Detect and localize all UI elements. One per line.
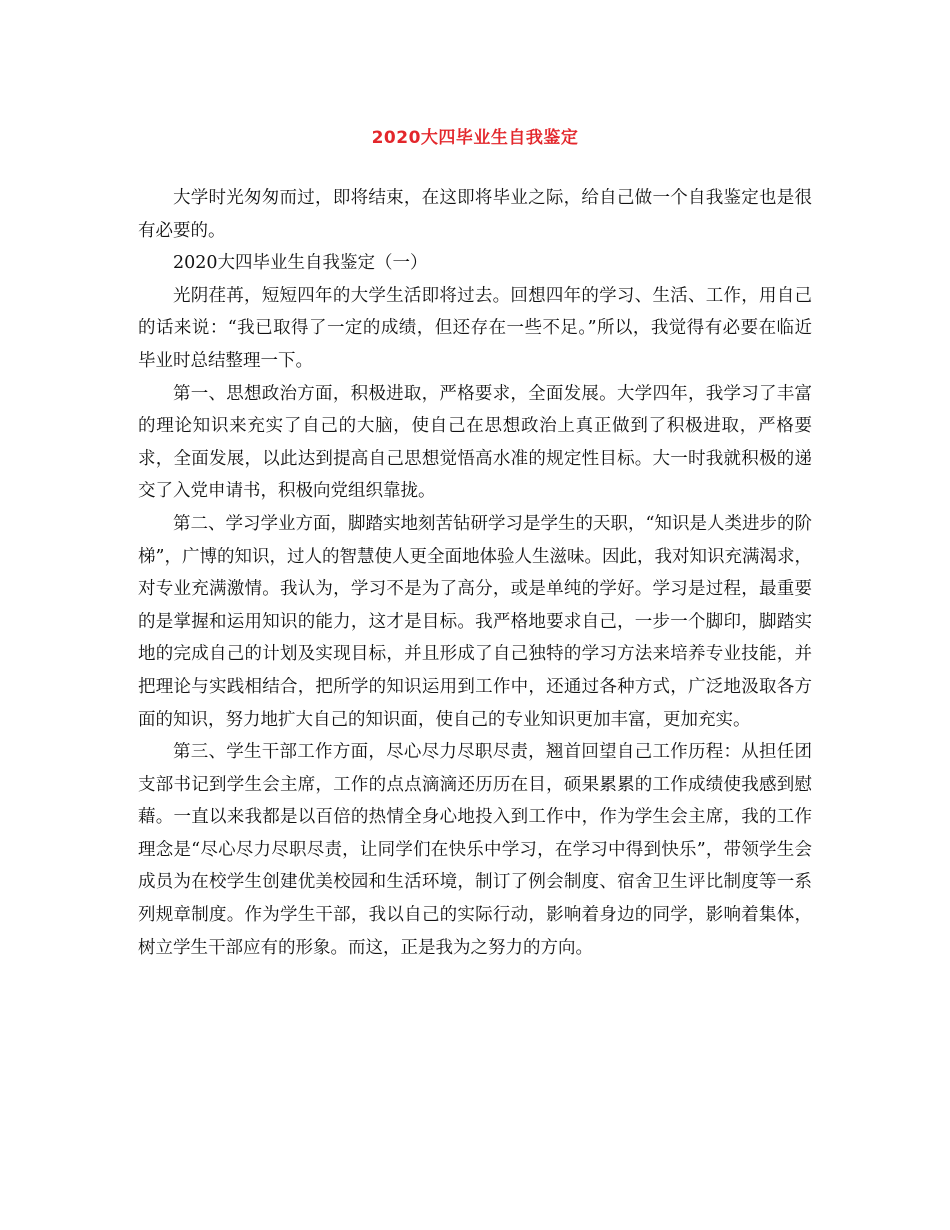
cadre-work-paragraph: 第三、学生干部工作方面，尽心尽力尽职尽责，翘首回望自己工作历程：从担任团支部书记到学生会主席，工作的点点滴滴还历历在目，硕果累累的工作成绩使我感到慰藉。一直以来我都是以百倍的热情全身心地投入到工作中，作为学生会主席，我的工作理念是“尽心尽力尽职尽责，让同学们在快乐中学习，在学习中得到快乐”，带领学生会成员为在校学生创建优美校园和生活环境，制订了例会制度、宿舍卫生评比制度等一系列规章制度。作为学生干部，我以自己的实际行动，影响着身边的同学，影响着集体，树立学生干部应有的形象。而这，正是我为之努力的方向。 xyxy=(138,742,812,958)
document-title: 2020大四毕业生自我鉴定 xyxy=(371,128,579,148)
intro-paragraph: 大学时光匆匆而过，即将结束，在这即将毕业之际，给自己做一个自我鉴定也是很有必要的。 xyxy=(138,188,812,241)
study-paragraph: 第二、学习学业方面，脚踏实地刻苦钻研学习是学生的天职，“知识是人类进步的阶梯”，广博的知识，过人的智慧使人更全面地体验人生滋味。因此，我对知识充满渴求，对专业充满激情。我认为，学习不是为了高分，或是单纯的学好。学习是过程，最重要的是掌握和运用知识的能力，这才是目标。我严格地要求自己，一步一个脚印，脚踏实地的完成自己的计划及实现目标，并且形成了自己独特的学习方法来培养专业技能，并把理论与实践相结合，把所学的知识运用到工作中，还通过各种方式，广泛地汲取各方面的知识，努力地扩大自己的知识面，使自己的专业知识更加丰富，更加充实。 xyxy=(138,513,812,730)
political-paragraph: 第一、思想政治方面，积极进取，严格要求，全面发展。大学四年，我学习了丰富的理论知识来充实了自己的大脑，使自己在思想政治上真正做到了积极进取，严格要求，全面发展，以此达到提高自己思想觉悟高水准的规定性目标。大一时我就积极的递交了入党申请书，积极向党组织靠拢。 xyxy=(138,383,812,502)
section-heading: 2020大四毕业生自我鉴定（一） xyxy=(173,253,428,274)
opening-paragraph: 光阴荏苒，短短四年的大学生活即将过去。回想四年的学习、生活、工作，用自己的话来说：“我已取得了一定的成绩，但还存在一些不足。”所以，我觉得有必要在临近毕业时总结整理一下。 xyxy=(138,285,812,371)
document-body xyxy=(138,182,812,964)
